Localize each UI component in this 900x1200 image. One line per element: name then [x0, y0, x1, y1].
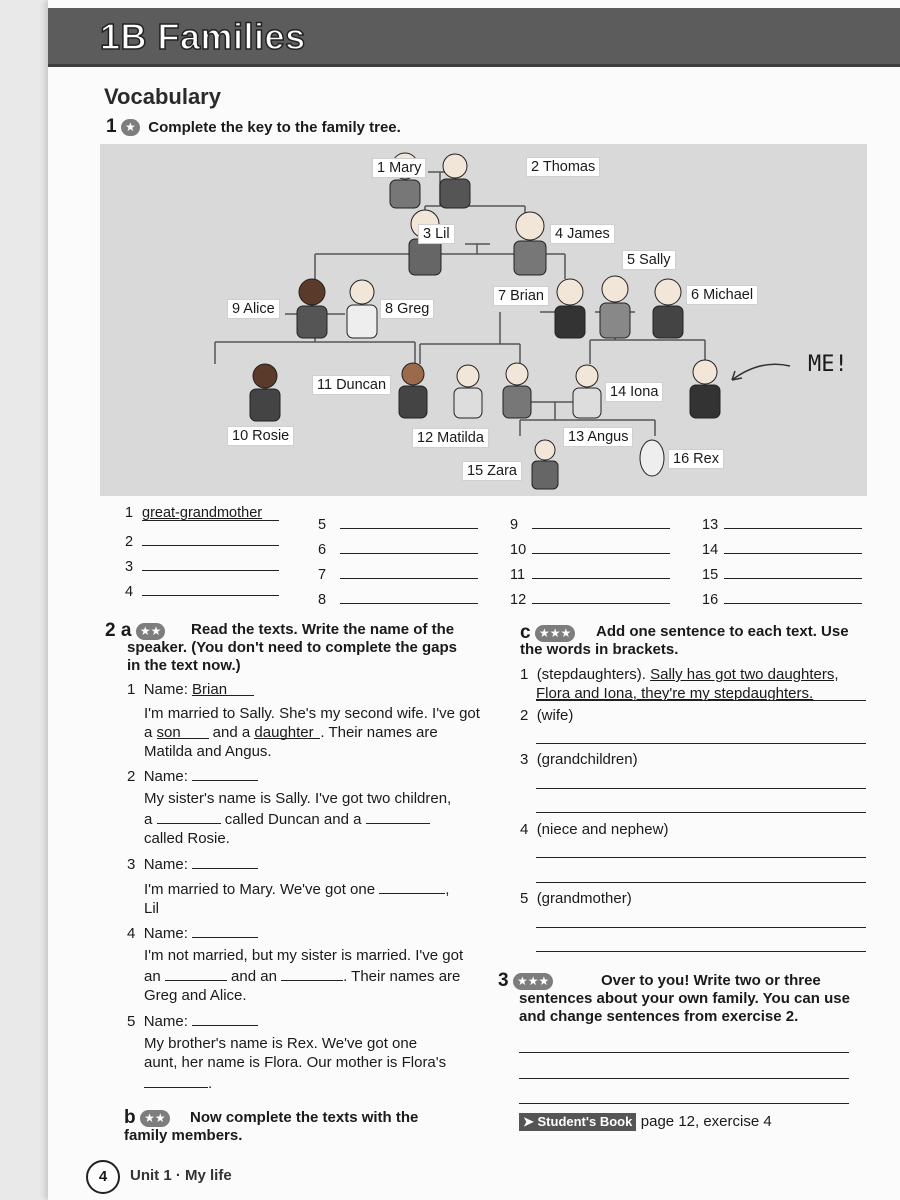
exercise-number: 2 a: [105, 620, 132, 641]
key-number: 2: [125, 534, 134, 550]
answer-line[interactable]: [536, 788, 866, 789]
tree-label-3: 3 Lil: [418, 224, 455, 244]
key-answer-field[interactable]: [532, 563, 670, 579]
text-segment: I'm married to Mary. We've got one: [144, 881, 376, 898]
gap-field[interactable]: [366, 808, 430, 824]
item-number: 3: [520, 751, 529, 768]
tree-label-13: 13 Angus: [563, 427, 633, 447]
exercise-instruction: Now complete the texts with the family members.: [124, 1109, 419, 1144]
item-prompt: (stepdaughters).: [536, 666, 646, 683]
item-2c-3: [520, 750, 638, 769]
gap-answer: daughter: [254, 724, 314, 741]
students-book-tag: ➤ Student's Book: [519, 1113, 636, 1131]
text-line: I'm not married, but my sister is married. I've got: [144, 947, 464, 964]
key-answer-field[interactable]: [142, 530, 279, 546]
key-answer-field[interactable]: [532, 513, 670, 529]
text-1-body: [144, 704, 484, 761]
gap-field[interactable]: [144, 1072, 208, 1088]
tree-label-16: 16 Rex: [668, 449, 724, 469]
tree-label-1: 1 Mary: [372, 158, 426, 178]
text-line: Lil: [144, 900, 160, 917]
key-number: 6: [318, 542, 327, 558]
tree-label-7: 7 Brian: [493, 286, 549, 306]
gap-answer: son: [156, 724, 181, 741]
key-row: [510, 538, 670, 558]
key-number: 13: [702, 517, 719, 533]
difficulty-stars-icon: ★★: [136, 623, 166, 640]
key-number: 7: [318, 567, 327, 583]
key-number: 8: [318, 592, 327, 608]
name-answer-field[interactable]: [192, 853, 258, 869]
text-segment: a: [144, 811, 153, 828]
text-segment: I'm married to Sally. She's my second wife. I've got a: [144, 705, 480, 741]
name-answer-field[interactable]: [192, 680, 254, 696]
workbook-page: [48, 0, 900, 1200]
text-line: Greg and Alice.: [144, 987, 247, 1004]
key-number: 1: [125, 505, 134, 521]
exercise-1-heading: [106, 116, 401, 138]
name-answer-field[interactable]: [192, 922, 258, 938]
text-segment: and a: [208, 724, 255, 741]
key-number: 5: [318, 517, 327, 533]
answer-line[interactable]: [536, 812, 866, 813]
item-number: 5: [520, 890, 529, 907]
name-answer: Brian: [192, 681, 228, 698]
text-line: aunt, her name is Flora. Our mother is Flora's: [144, 1054, 447, 1071]
key-answer-field[interactable]: [724, 588, 862, 604]
key-answer-field[interactable]: [724, 563, 862, 579]
gap-field[interactable]: [281, 965, 343, 981]
key-answer-field[interactable]: [532, 588, 670, 604]
text-2-name-row: [127, 765, 258, 786]
key-row: [510, 563, 670, 583]
key-number: 15: [702, 567, 719, 583]
difficulty-star-icon: ★: [121, 119, 140, 136]
text-2-body: [144, 789, 484, 848]
answer-line[interactable]: [519, 1052, 849, 1053]
key-number: 14: [702, 542, 719, 558]
answer-line[interactable]: [536, 700, 866, 701]
text-4-name-row: [127, 922, 258, 943]
answer-line[interactable]: [519, 1103, 849, 1104]
difficulty-stars-icon: ★★★: [535, 625, 575, 642]
text-segment: . Their names are: [343, 968, 461, 985]
key-answer-field[interactable]: [532, 538, 670, 554]
difficulty-stars-icon: ★★: [140, 1110, 170, 1127]
answer-line[interactable]: [536, 857, 866, 858]
item-prompt: (grandchildren): [536, 751, 638, 768]
tree-label-12: 12 Matilda: [412, 428, 489, 448]
item-prompt: (wife): [536, 707, 574, 724]
key-answer: great-grandmother: [142, 505, 263, 521]
key-row: [125, 555, 279, 575]
key-answer-field[interactable]: [340, 563, 478, 579]
key-row: [702, 588, 862, 608]
text-line: My brother's name is Rex. We've got one: [144, 1035, 418, 1052]
key-row: [125, 530, 279, 550]
page-number: 4: [86, 1160, 120, 1194]
text-5-body: My brother's name is Rex. We've got one aunt, her name is Flora. Our mother is Flora's .: [144, 1034, 484, 1093]
text-3-name-row: [127, 853, 258, 874]
difficulty-stars-icon: ★★★: [513, 973, 553, 990]
text-segment: and an: [231, 968, 277, 985]
key-row: [125, 580, 279, 600]
tree-label-2: 2 Thomas: [526, 157, 600, 177]
exercise-number: 3: [498, 970, 509, 991]
text-1-name-row: [127, 680, 254, 699]
key-row: [510, 588, 670, 608]
answer-line[interactable]: [536, 882, 866, 883]
key-row: [318, 513, 478, 533]
answer-line-1: Sally has got two daughters,: [650, 666, 839, 683]
text-segment: called Duncan and a: [224, 811, 362, 828]
name-label: Name:: [143, 1013, 188, 1030]
item-number: 1: [520, 666, 529, 683]
tree-label-10: 10 Rosie: [227, 426, 294, 446]
exercise-instruction: Complete the key to the family tree.: [148, 119, 401, 136]
text-4-body: [144, 946, 489, 1005]
key-answer-field[interactable]: [340, 513, 478, 529]
item-2c-2: [520, 706, 573, 725]
gap-field[interactable]: [157, 723, 209, 739]
tree-label-5: 5 Sally: [622, 250, 676, 270]
key-answer-field[interactable]: [340, 588, 478, 604]
gap-field[interactable]: [165, 965, 227, 981]
key-row: [318, 563, 478, 583]
key-answer-field[interactable]: [724, 513, 862, 529]
text-line: called Rosie.: [144, 830, 230, 847]
key-row: [702, 563, 862, 583]
text-segment: . Their names are Matilda and Angus.: [144, 724, 438, 760]
key-row: [125, 505, 279, 521]
name-label: Name:: [143, 681, 188, 698]
tree-label-9: 9 Alice: [227, 299, 280, 319]
tree-label-8: 8 Greg: [380, 299, 434, 319]
item-prompt: (niece and nephew): [536, 821, 669, 838]
text-5-name-row: [127, 1010, 258, 1031]
exercise-instruction: Read the texts. Write the name of the speaker. (You don't need to complete the gaps in the text now.): [127, 621, 458, 674]
answer-line[interactable]: [536, 951, 866, 952]
item-number: 4: [520, 821, 529, 838]
exercise-instruction: Over to you! Write two or three sentences about your own family. You can use and change sentences from exercise 2.: [519, 972, 850, 1025]
exercise-number: 1: [106, 116, 117, 137]
tree-label-15: 15 Zara: [462, 461, 522, 481]
key-answer-field[interactable]: [142, 555, 279, 571]
name-answer-field[interactable]: [192, 765, 258, 781]
key-answer-field[interactable]: [142, 505, 279, 521]
answer-line[interactable]: [536, 743, 866, 744]
unit-label: Unit 1 · My life: [130, 1167, 232, 1184]
tree-label-4: 4 James: [550, 224, 615, 244]
key-answer-field[interactable]: [724, 538, 862, 554]
family-tree-illustration: [100, 144, 867, 496]
key-answer-field[interactable]: [340, 538, 478, 554]
item-number: 2: [520, 707, 529, 724]
students-book-reference: [519, 1112, 772, 1131]
answer-line-2: Flora and Iona, they're my stepdaughters.: [536, 685, 814, 702]
name-label: Name:: [143, 768, 188, 785]
text-segment: an: [144, 968, 161, 985]
page-title: 1B Families: [100, 16, 306, 57]
tree-label-11: 11 Duncan: [312, 375, 391, 395]
item-number: 5: [127, 1013, 136, 1030]
key-row: [702, 513, 862, 533]
item-number: 1: [127, 681, 136, 698]
text-line: My sister's name is Sally. I've got two children,: [144, 790, 452, 807]
key-number: 11: [510, 567, 526, 583]
key-number: 3: [125, 559, 134, 575]
item-2c-1: [520, 665, 865, 684]
exercise-instruction: Add one sentence to each text. Use the words in brackets.: [520, 623, 849, 658]
item-2c-5: [520, 889, 632, 908]
exercise-letter: b: [124, 1107, 136, 1128]
text-3-body: I'm married to Mary. We've got one , Lil: [144, 878, 484, 918]
key-number: 16: [702, 592, 719, 608]
item-number: 4: [127, 925, 136, 942]
key-answer-field[interactable]: [142, 580, 279, 596]
answer-line[interactable]: [519, 1078, 849, 1079]
me-annotation: ME!: [808, 352, 848, 377]
tree-label-6: 6 Michael: [686, 285, 758, 305]
item-number: 2: [127, 768, 136, 785]
key-number: 12: [510, 592, 527, 608]
key-row: [318, 588, 478, 608]
answer-line[interactable]: [536, 927, 866, 928]
exercise-letter: c: [520, 622, 531, 643]
key-number: 4: [125, 584, 134, 600]
item-2c-4: [520, 820, 668, 839]
key-number: 9: [510, 517, 519, 533]
item-number: 3: [127, 856, 136, 873]
key-row: [318, 538, 478, 558]
item-prompt: (grandmother): [536, 890, 632, 907]
name-label: Name:: [143, 856, 188, 873]
tree-label-14: 14 Iona: [605, 382, 663, 402]
gap-field[interactable]: [379, 878, 445, 894]
gap-field[interactable]: [157, 808, 221, 824]
section-title: Vocabulary: [104, 84, 221, 109]
gap-field[interactable]: [254, 723, 320, 739]
key-row: [510, 513, 670, 533]
students-book-page: page 12, exercise 4: [640, 1113, 772, 1130]
key-row: [702, 538, 862, 558]
key-number: 10: [510, 542, 527, 558]
name-label: Name:: [143, 925, 188, 942]
name-answer-field[interactable]: [192, 1010, 258, 1026]
